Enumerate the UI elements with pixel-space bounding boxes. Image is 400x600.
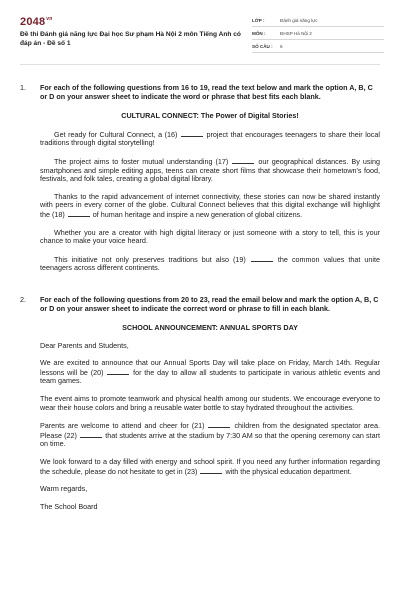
paragraph-text: of human heritage and inspire a new generation of global citizens. xyxy=(92,209,303,219)
paragraph-text: the common values that unite teenagers across different continents. xyxy=(40,254,381,273)
passage-paragraph xyxy=(40,193,380,220)
answer-blank[interactable] xyxy=(181,130,203,137)
meta-key: LỚP : xyxy=(252,17,265,23)
meta-row-class xyxy=(252,14,384,27)
question-body xyxy=(40,84,380,282)
paragraph-text: with the physical education department. xyxy=(225,466,352,476)
email-paragraph xyxy=(40,458,380,476)
paragraph-text: Whether you are a creator with high digital literacy or just someone with a story to tell, this is your chance to make your voice heard. xyxy=(40,227,380,246)
meta-key: MÔN : xyxy=(252,30,266,36)
email-greeting: Dear Parents and Students, xyxy=(40,340,129,350)
meta-key: SỐ CÂU : xyxy=(252,43,273,49)
email-signature: The School Board xyxy=(40,501,98,511)
passage-paragraph xyxy=(40,157,380,184)
paragraph-text: We look forward to a day filled with energy and school spirit. If you need any further information regarding the schedule, please do not hesitate to get in (23) xyxy=(40,457,380,476)
paragraph-text: for the day to allow all students to participate in various athletic events and team games. xyxy=(40,367,380,386)
question-1 xyxy=(20,84,380,282)
answer-blank[interactable] xyxy=(251,255,273,262)
header-divider xyxy=(20,64,380,65)
question-2 xyxy=(20,296,380,521)
passage-paragraph xyxy=(40,229,380,246)
answer-blank[interactable] xyxy=(232,157,254,164)
question-body xyxy=(40,296,380,521)
site-logo[interactable] xyxy=(20,16,53,28)
page-header xyxy=(0,0,400,62)
paragraph-text: project that encourages teenagers to share their local traditions through digital storytelling! xyxy=(40,129,380,148)
meta-value: 6 xyxy=(280,43,283,49)
question-instruction: For each of the following questions from 16 to 19, read the text below and mark the option A, B, C or D on your answer sheet to indicate the word or phrase that best fits each blank. xyxy=(40,83,373,101)
meta-value: Đánh giá năng lực xyxy=(280,17,318,23)
question-number: 2. xyxy=(20,294,26,304)
email-closing: Warm regards, xyxy=(40,484,88,494)
meta-value: ĐHSP Hà Nội 2 xyxy=(280,30,312,36)
email-paragraph xyxy=(40,421,380,449)
paragraph-text: The event aims to promote teamwork and physical health among our students. We encourage everyone to wear their house colors and bring a reusable water bottle to stay hydrated throughout the activities. xyxy=(40,394,380,412)
paragraph-text: that students arrive at the stadium by 7:30 AM so that the opening ceremony can start on time. xyxy=(40,430,381,449)
answer-blank[interactable] xyxy=(208,421,230,428)
answer-blank[interactable] xyxy=(107,368,129,375)
logo-text: 2048 xyxy=(20,16,46,28)
paragraph-text: This initiative not only preserves traditions but also (19) xyxy=(54,254,246,264)
paragraph-text: Parents are welcome to attend and cheer for (21) xyxy=(40,421,205,431)
passage-title: SCHOOL ANNOUNCEMENT: ANNUAL SPORTS DAY xyxy=(122,323,298,333)
passage-paragraph xyxy=(40,130,380,148)
passage-title: CULTURAL CONNECT: The Power of Digital Stories! xyxy=(121,111,299,121)
question-instruction: For each of the following questions from 20 to 23, read the email below and mark the option A, B, C or D on your answer sheet to indicate the correct word or phrase to fill in each blank. xyxy=(40,294,379,313)
exam-meta-table xyxy=(252,14,384,53)
paragraph-text: children from the designated spectator area. Please (22) xyxy=(40,421,381,440)
paragraph-text: our geographical distances. By using smartphones and simple editing apps, teens can create short films that showcase their hometown's food, festivals, and folk tales, creating a global digital library. xyxy=(40,156,381,184)
answer-blank[interactable] xyxy=(80,431,102,438)
exam-title: Đề thi Đánh giá năng lực Đại học Sư phạm Hà Nội 2 môn Tiếng Anh có đáp án - Đề số 1 xyxy=(20,31,241,47)
logo-suffix: vn xyxy=(46,16,53,23)
meta-row-question-count xyxy=(252,40,384,53)
question-number: 1. xyxy=(20,83,26,92)
email-paragraph xyxy=(40,395,380,412)
exam-content xyxy=(20,84,380,520)
paragraph-text: We are excited to announce that our Annual Sports Day will take place on Friday, March 14th. Regular lessons will be (20) xyxy=(40,358,380,377)
answer-blank[interactable] xyxy=(68,210,90,217)
paragraph-text: Thanks to the rapid advancement of internet connectivity, these stories can now be shared instantly with peers in every corner of the globe. Cultural Connect believes that this digital exchange will highlight the (18) xyxy=(40,191,380,219)
email-paragraph xyxy=(40,359,380,386)
meta-row-subject xyxy=(252,27,384,40)
answer-blank[interactable] xyxy=(200,467,222,474)
paragraph-text: The project aims to foster mutual understanding (17) xyxy=(54,156,229,166)
paragraph-text: Get ready for Cultural Connect, a (16) xyxy=(54,129,178,139)
passage-paragraph xyxy=(40,255,380,273)
